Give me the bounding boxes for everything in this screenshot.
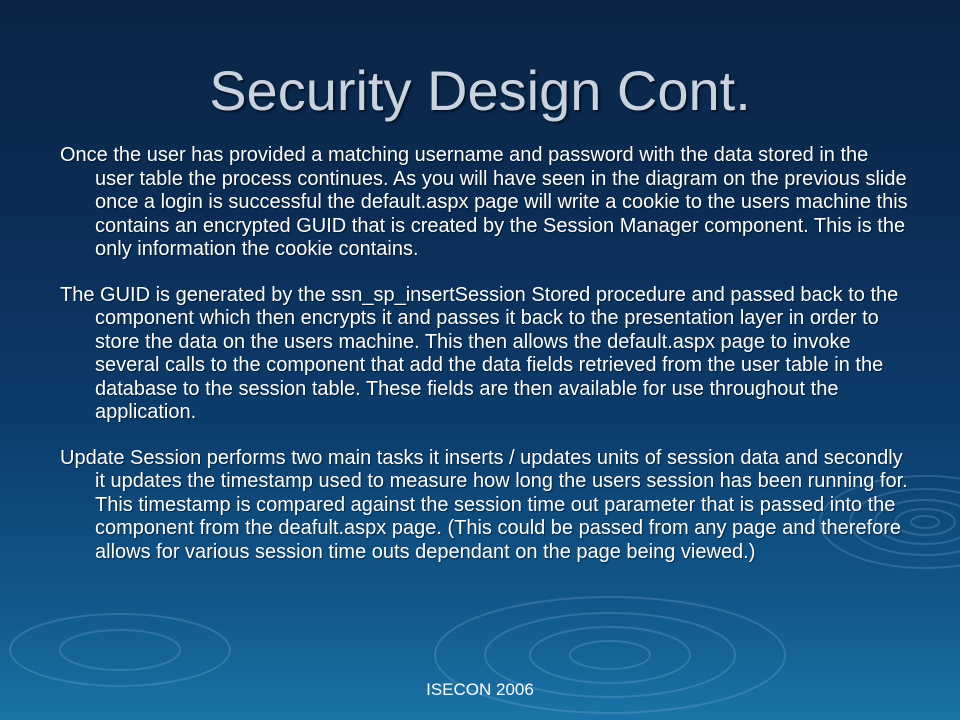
paragraph-update-session: Update Session performs two main tasks it inserts / updates units of session data and secondly it updates the timestamp used to measure how long the users session has been running for. This timestamp is compared against the session time out parameter that is passed into the component from the deafult.aspx page. (This could be passed from any page and therefore allows for various session time outs dependant on the page being viewed.) (60, 446, 908, 563)
paragraph-cookie: Once the user has provided a matching username and password with the data stored in the user table the process continues. As you will have seen in the diagram on the previous slide once a login is successful the default.aspx page will write a cookie to the users machine this contains an encrypted GUID that is created by the Session Manager component. This is the only information the cookie contains. (60, 144, 908, 260)
paragraph-guid: The GUID is generated by the ssn_sp_insertSession Stored procedure and passed back to the component which then encrypts it and passes it back to the presentation layer in order to store the data on the users machine. This then allows the default.aspx page to invoke several calls to the component that add the data fields retrieved from the user table in the database to the session table. These fields are then available for use throughout the application. (60, 283, 899, 423)
slide-body (60, 144, 910, 586)
slide-footer: ISECON 2006 (426, 680, 534, 699)
slide-title: Security Design Cont. (209, 59, 751, 122)
